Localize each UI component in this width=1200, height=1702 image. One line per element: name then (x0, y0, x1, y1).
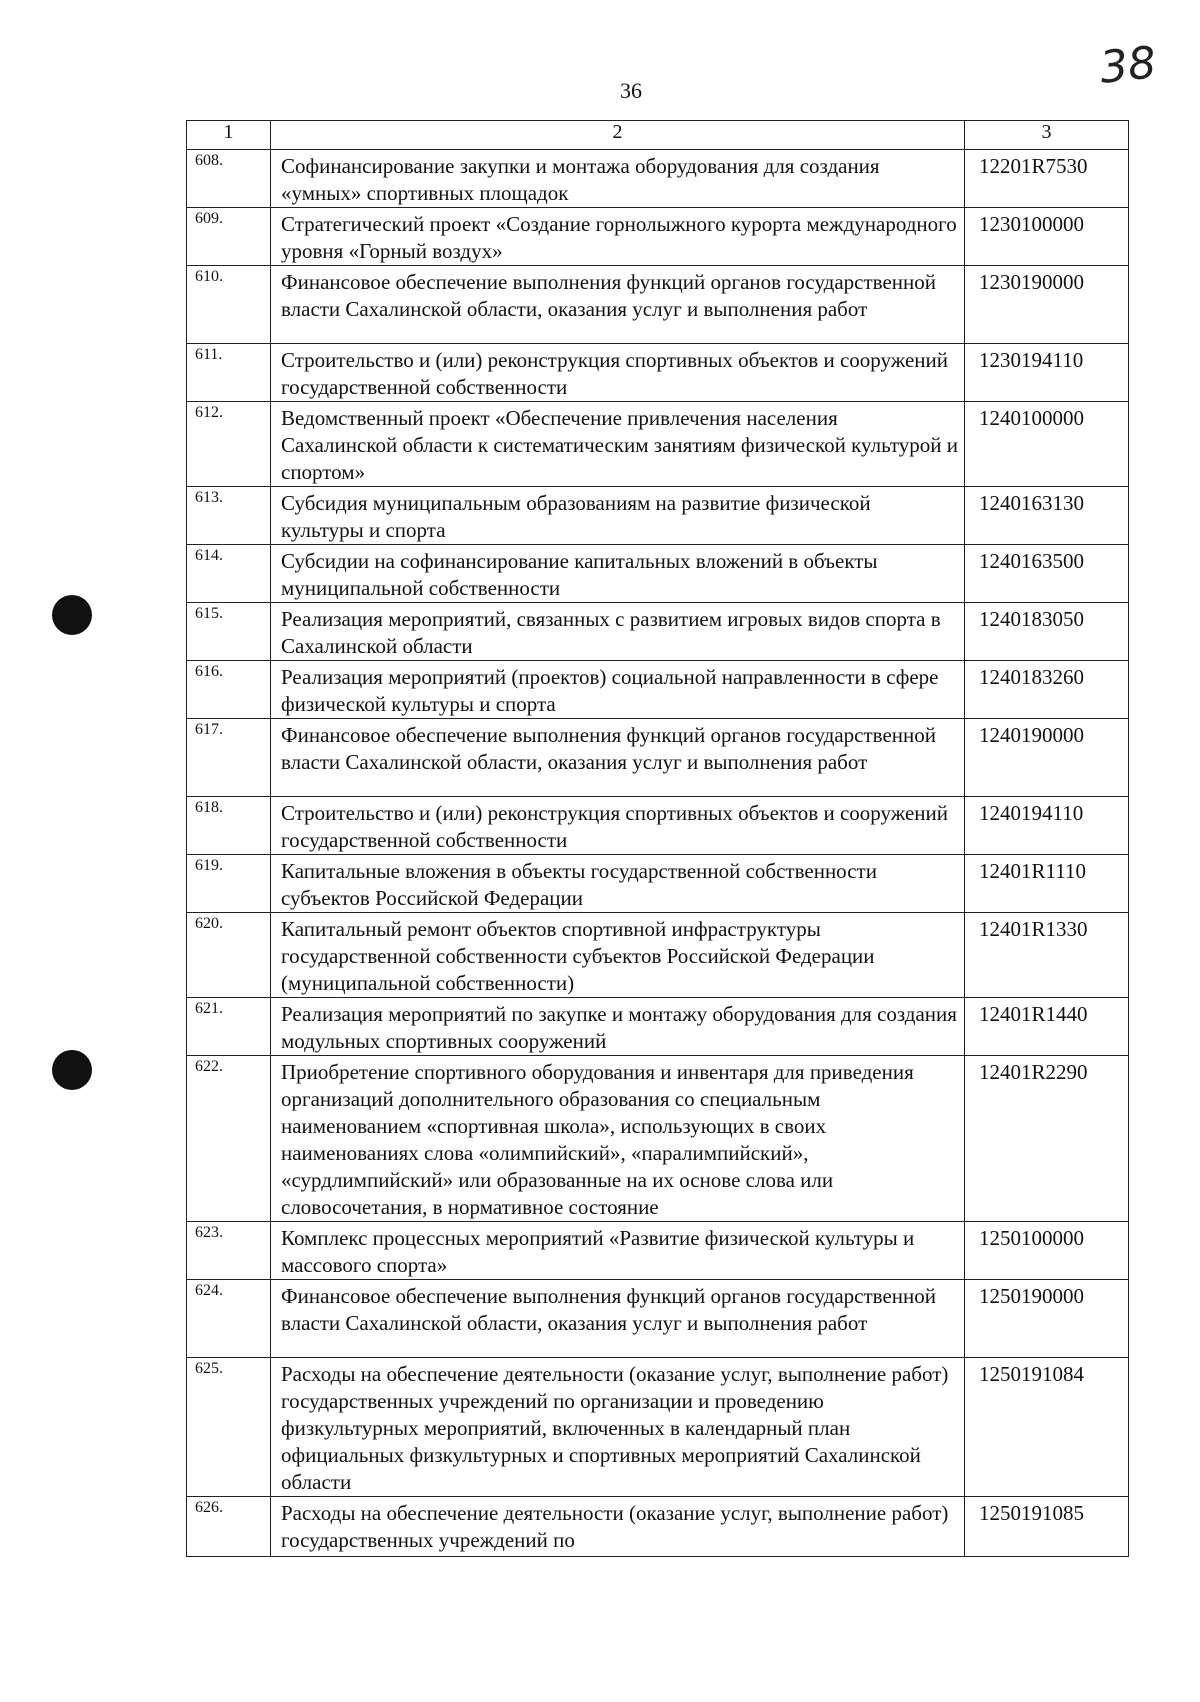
row-number: 608. (187, 150, 271, 208)
row-code: 1240183050 (965, 603, 1129, 661)
row-code: 1230194110 (965, 344, 1129, 402)
row-number: 620. (187, 913, 271, 998)
table-row (187, 855, 1129, 913)
row-name: Строительство и (или) реконструкция спортивных объектов и сооружений государственной собственности (271, 797, 965, 855)
row-code: 1230100000 (965, 208, 1129, 266)
row-number: 615. (187, 603, 271, 661)
row-name: Софинансирование закупки и монтажа оборудования для создания «умных» спортивных площадок (271, 150, 965, 208)
row-number: 609. (187, 208, 271, 266)
row-name: Расходы на обеспечение деятельности (оказание услуг, выполнение работ) государственных учреждений по организации и проведению физкультурных мероприятий, включенных в календарный план официальных физкультурных и спортивных мероприятий Сахалинской области (271, 1358, 965, 1497)
row-number: 618. (187, 797, 271, 855)
table-row (187, 719, 1129, 797)
table-row (187, 344, 1129, 402)
handwritten-page-number: 38 (1097, 37, 1159, 94)
row-number: 614. (187, 545, 271, 603)
row-code: 1250191084 (965, 1358, 1129, 1497)
row-name: Стратегический проект «Создание горнолыжного курорта международного уровня «Горный воздух» (271, 208, 965, 266)
row-code: 12401R1110 (965, 855, 1129, 913)
table-row (187, 661, 1129, 719)
row-number: 623. (187, 1222, 271, 1280)
row-name: Субсидии на софинансирование капитальных вложений в объекты муниципальной собственности (271, 545, 965, 603)
row-code: 1240163500 (965, 545, 1129, 603)
table-row (187, 913, 1129, 998)
row-code: 1240190000 (965, 719, 1129, 797)
row-name: Строительство и (или) реконструкция спортивных объектов и сооружений государственной собственности (271, 344, 965, 402)
table-row (187, 1280, 1129, 1358)
table-row (187, 1358, 1129, 1497)
row-number: 616. (187, 661, 271, 719)
row-code: 1240183260 (965, 661, 1129, 719)
punch-hole (52, 1050, 92, 1090)
row-code: 1240163130 (965, 487, 1129, 545)
row-name: Финансовое обеспечение выполнения функций органов государственной власти Сахалинской области, оказания услуг и выполнения работ (271, 1280, 965, 1358)
budget-classification-table (186, 120, 1129, 1557)
row-number: 619. (187, 855, 271, 913)
row-number: 626. (187, 1497, 271, 1557)
column-header: 2 (271, 121, 965, 150)
table-row (187, 1222, 1129, 1280)
row-name: Субсидия муниципальным образованиям на развитие физической культуры и спорта (271, 487, 965, 545)
column-header: 1 (187, 121, 271, 150)
row-number: 624. (187, 1280, 271, 1358)
row-number: 625. (187, 1358, 271, 1497)
table-row (187, 797, 1129, 855)
table-row (187, 1497, 1129, 1557)
row-name: Капитальный ремонт объектов спортивной инфраструктуры государственной собственности субъектов Российской Федерации (муниципальной собственности) (271, 913, 965, 998)
table-row (187, 150, 1129, 208)
row-code: 12401R2290 (965, 1056, 1129, 1222)
row-code: 1250191085 (965, 1497, 1129, 1557)
row-code: 12401R1440 (965, 998, 1129, 1056)
table-row (187, 998, 1129, 1056)
page-number: 36 (620, 78, 642, 103)
row-code: 1250190000 (965, 1280, 1129, 1358)
row-name: Финансовое обеспечение выполнения функций органов государственной власти Сахалинской области, оказания услуг и выполнения работ (271, 719, 965, 797)
row-name: Приобретение спортивного оборудования и инвентаря для приведения организаций дополнительного образования со специальным наименованием «спортивная школа», использующих в своих наименованиях слова «олимпийский», «паралимпийский», «сурдлимпийский» или образованные на их основе слова или словосочетания, в нормативное состояние (271, 1056, 965, 1222)
table-row (187, 545, 1129, 603)
table-row (187, 402, 1129, 487)
row-number: 617. (187, 719, 271, 797)
table-row (187, 266, 1129, 344)
column-header: 3 (965, 121, 1129, 150)
punch-hole (52, 595, 92, 635)
row-code: 12201R7530 (965, 150, 1129, 208)
row-name: Капитальные вложения в объекты государственной собственности субъектов Российской Федерации (271, 855, 965, 913)
row-name: Реализация мероприятий по закупке и монтажу оборудования для создания модульных спортивных сооружений (271, 998, 965, 1056)
row-name: Финансовое обеспечение выполнения функций органов государственной власти Сахалинской области, оказания услуг и выполнения работ (271, 266, 965, 344)
table-row (187, 1056, 1129, 1222)
table-row (187, 487, 1129, 545)
row-code: 12401R1330 (965, 913, 1129, 998)
row-code: 1240194110 (965, 797, 1129, 855)
row-name: Ведомственный проект «Обеспечение привлечения населения Сахалинской области к систематическим занятиям физической культурой и спортом» (271, 402, 965, 487)
row-number: 612. (187, 402, 271, 487)
row-number: 610. (187, 266, 271, 344)
row-name: Расходы на обеспечение деятельности (оказание услуг, выполнение работ) государственных учреждений по (271, 1497, 965, 1557)
row-code: 1240100000 (965, 402, 1129, 487)
row-number: 613. (187, 487, 271, 545)
table-header-row (187, 121, 1129, 150)
row-name: Реализация мероприятий (проектов) социальной направленности в сфере физической культуры и спорта (271, 661, 965, 719)
row-number: 611. (187, 344, 271, 402)
table-row (187, 603, 1129, 661)
row-code: 1230190000 (965, 266, 1129, 344)
row-name: Реализация мероприятий, связанных с развитием игровых видов спорта в Сахалинской области (271, 603, 965, 661)
row-code: 1250100000 (965, 1222, 1129, 1280)
table-row (187, 208, 1129, 266)
row-number: 621. (187, 998, 271, 1056)
row-name: Комплекс процессных мероприятий «Развитие физической культуры и массового спорта» (271, 1222, 965, 1280)
row-number: 622. (187, 1056, 271, 1222)
